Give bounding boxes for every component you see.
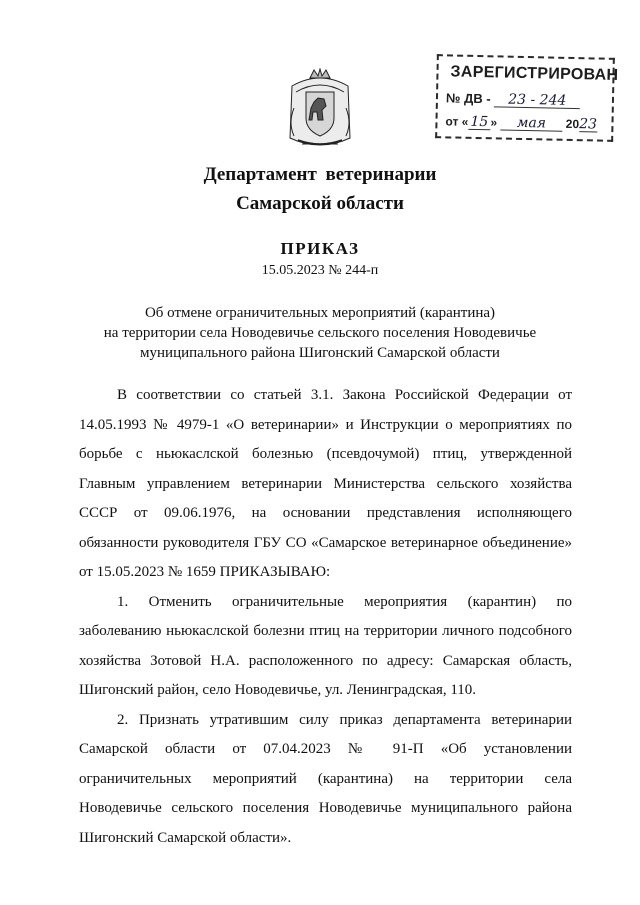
registration-stamp (435, 54, 619, 142)
document-date-number: 15.05.2023 № 244-п (261, 263, 379, 278)
preamble-paragraph: В соответствии со статьей 3.1. Закона Российской Федерации от 14.05.1993 № 4979-1 «О ветеринарии» и Инструкции о мероприятиях по борьбе с ньюкаслской болезнью (псевдочумой) птиц, утвержденной Главным управлением ветеринарии Министерства сельского хозяйства СССР от 09.06.1976, на основании представления исполняющего обязанности руководителя ГБУ СО «Самарское ветеринарное объединение» от 15.05.2023 № 1659 ПРИКАЗЫВАЮ: (79, 387, 572, 580)
document-type: ПРИКАЗ (280, 239, 360, 258)
stamp-month-handwritten: мая (500, 116, 562, 131)
stamp-date-mid: » (490, 115, 498, 130)
stamp-date-row (445, 114, 597, 132)
stamp-year-handwritten: 23 (579, 116, 598, 133)
order-title-line: муниципального района Шигонский Самарской области (140, 345, 500, 361)
stamp-year-prefix: 20 (565, 116, 580, 132)
order-item-1: 1. Отменить ограничительные мероприятия (карантин) по заболеванию ньюкаслской болезни птиц на территории личного подсобного хозяйства Зотовой Н.А. расположенного по адресу: Самарская область, Шигонский район, село Новодевичье, ул. Ленинградская, 110. (79, 593, 572, 698)
stamp-date-prefix: от « (445, 114, 469, 129)
samara-coat-of-arms-icon (284, 68, 356, 150)
order-title (60, 303, 580, 363)
order-item-2: 2. Признать утратившим силу приказ департамента ветеринарии Самарской области от 07.04.2023 № 91-П «Об установлении ограничительных мероприятий (карантина) на территории села Новодевичье сельского поселения Новодевичье муниципального района Шигонский Самарской области». (79, 711, 572, 846)
order-body (79, 381, 572, 853)
stamp-number-handwritten: 23 - 244 (494, 93, 580, 109)
stamp-title: ЗАРЕГИСТРИРОВАН (450, 63, 619, 84)
department-region: Самарской области (236, 193, 404, 214)
department-name: Департамент ветеринарии (203, 164, 437, 185)
stamp-number-prefix: № ДВ - (445, 90, 491, 107)
stamp-day-handwritten: 15 (468, 116, 490, 130)
order-title-line: Об отмене ограничительных мероприятий (карантина) (144, 305, 496, 321)
stamp-number-row (446, 90, 581, 109)
order-title-line: на территории села Новодевичье сельского поселения Новодевичье (103, 325, 537, 341)
